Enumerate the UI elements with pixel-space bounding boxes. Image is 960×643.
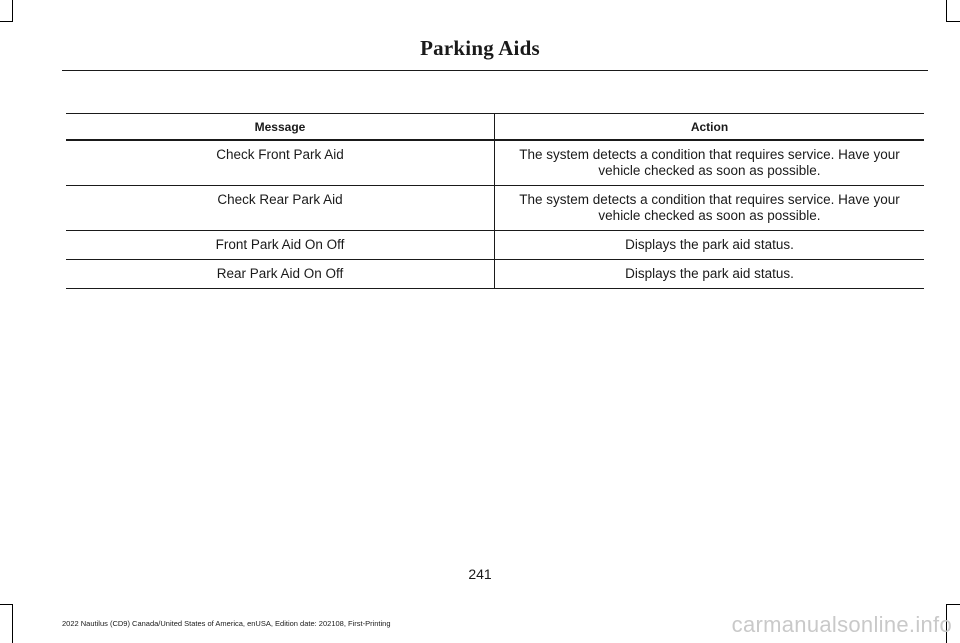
column-header-action: Action <box>495 114 925 141</box>
message-cell: Check Front Park Aid <box>66 140 495 186</box>
page-number: 241 <box>468 566 492 582</box>
message-action-table <box>66 113 924 289</box>
table-row <box>66 186 924 231</box>
table-row <box>66 231 924 260</box>
column-header-message: Message <box>66 114 495 141</box>
message-cell: Front Park Aid On Off <box>66 231 495 260</box>
action-cell: The system detects a condition that requires service. Have your vehicle checked as soon as possible. <box>495 186 925 231</box>
crop-mark-bottom-left-vertical <box>12 604 13 643</box>
crop-mark-top-left-horizontal <box>0 21 13 22</box>
action-cell: The system detects a condition that requires service. Have your vehicle checked as soon as possible. <box>495 140 925 186</box>
table-row <box>66 140 924 186</box>
crop-mark-bottom-right-horizontal <box>946 604 960 605</box>
table-header-row <box>66 114 924 141</box>
crop-mark-bottom-left-horizontal <box>0 604 13 605</box>
crop-mark-top-right-horizontal <box>946 21 960 22</box>
message-cell: Rear Park Aid On Off <box>66 260 495 289</box>
crop-mark-top-left-vertical <box>12 0 13 22</box>
action-cell: Displays the park aid status. <box>495 260 925 289</box>
action-cell: Displays the park aid status. <box>495 231 925 260</box>
crop-mark-top-right-vertical <box>946 0 947 22</box>
title-rule <box>62 70 928 71</box>
table-row <box>66 260 924 289</box>
watermark: carmanualsonline.info <box>731 612 952 637</box>
page-title: Parking Aids <box>420 36 540 60</box>
message-cell: Check Rear Park Aid <box>66 186 495 231</box>
edition-footer: 2022 Nautilus (CD9) Canada/United States of America, enUSA, Edition date: 202108, First-Printing <box>62 619 391 628</box>
